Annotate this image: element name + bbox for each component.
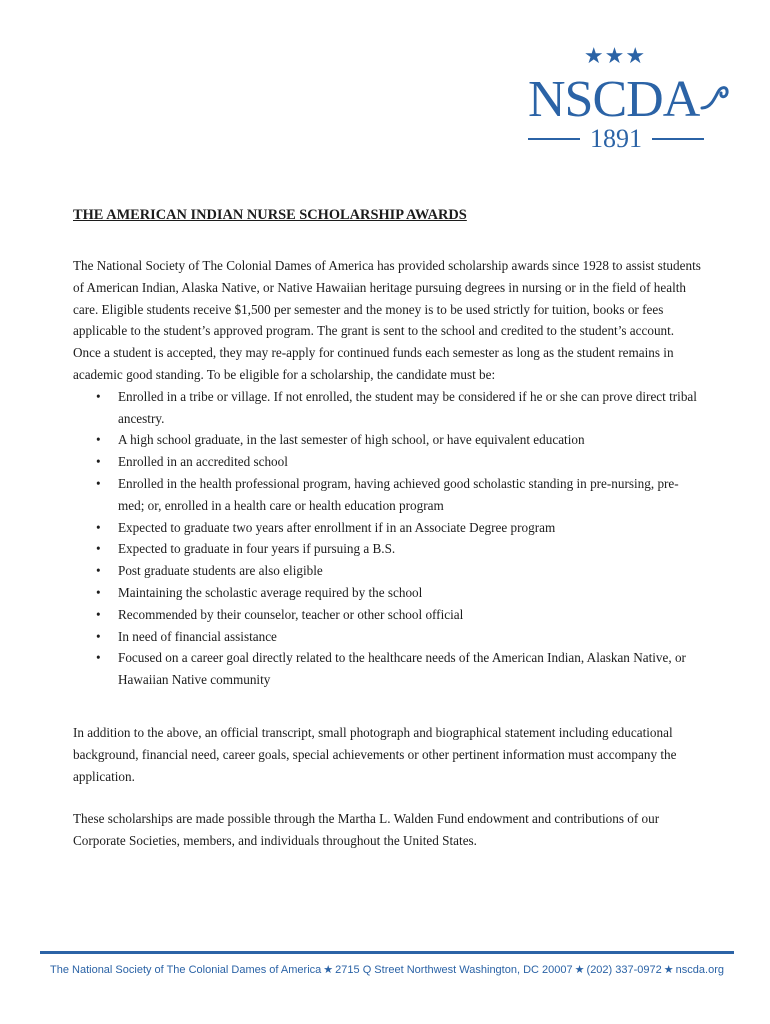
list-item-text: Enrolled in a tribe or village. If not enrolled, the student may be considered if he or she can prove direct tribal ancestry. (118, 388, 697, 426)
bullet-icon: • (96, 454, 101, 470)
list-item (73, 604, 703, 626)
list-item (73, 429, 703, 451)
bullet-icon: • (96, 475, 101, 491)
star-icon: ★ (574, 964, 585, 976)
bullet-icon: • (96, 519, 101, 535)
logo-year: 1891 (590, 124, 642, 153)
list-item-text: Recommended by their counselor, teacher or other school official (118, 606, 464, 622)
eligibility-list (73, 386, 703, 691)
bullet-icon: • (96, 541, 101, 557)
list-item-text: Expected to graduate in four years if pursuing a B.S. (118, 541, 396, 557)
bullet-icon: • (96, 650, 101, 666)
list-item (73, 451, 703, 473)
footer-divider (40, 951, 734, 954)
list-item (73, 626, 703, 648)
list-item (73, 386, 703, 430)
list-item-text: Enrolled in the health professional program, having achieved good scholastic standing in pre-nursing, pre-med; or, enrolled in a health care or health education program (118, 475, 679, 513)
document-title: THE AMERICAN INDIAN NURSE SCHOLARSHIP AWARDS (73, 207, 467, 223)
bullet-icon: • (96, 584, 101, 600)
logo-year-row (528, 124, 704, 154)
list-item-text: Enrolled in an accredited school (118, 454, 288, 470)
logo-stars-icon: ★★★ (583, 43, 647, 68)
logo-wordmark: NSCDA (528, 71, 700, 128)
document-body (73, 205, 703, 852)
nscda-logo (524, 44, 734, 164)
star-icon: ★ (663, 964, 674, 976)
funding-paragraph: These scholarships are made possible through the Martha L. Walden Fund endowment and contributions of our Corporate Societies, members, and individuals throughout the United States. (73, 811, 660, 849)
intro-paragraph: The National Society of The Colonial Dames of America has provided scholarship awards since 1928 to assist students of American Indian, Alaska Native, or Native Hawaiian heritage pursuing degrees in nursing or in the field of health care. Eligible students receive $1,500 per semester and the money is to be used strictly for tuition, books or fees applicable to the student’s approved program. The grant is sent to the school and credited to the student’s account. Once a student is accepted, they may re-apply for continued funds each semester as long as the student remains in academic good standing. To be eligible for a scholarship, the candidate must be: (73, 258, 701, 382)
bullet-icon: • (96, 388, 101, 404)
list-item (73, 560, 703, 582)
list-item (73, 582, 703, 604)
logo-rule-right (652, 138, 704, 140)
footer-phone: (202) 337-0972 (586, 964, 662, 976)
list-item-text: In need of financial assistance (118, 628, 277, 644)
list-item-text: Focused on a career goal directly related to the healthcare needs of the American Indian, Alaskan Native, or Hawaiian Native community (118, 650, 686, 688)
list-item (73, 538, 703, 560)
section-gap (73, 691, 703, 722)
bullet-icon: • (96, 563, 101, 579)
bullet-icon: • (96, 606, 101, 622)
list-item-text: Maintaining the scholastic average required by the school (118, 584, 423, 600)
list-item-text: Post graduate students are also eligible (118, 563, 323, 579)
requirements-paragraph: In addition to the above, an official transcript, small photograph and biographical statement including educational background, financial need, career goals, special achievements or other pertinent information must accompany the application. (73, 724, 677, 784)
footer-website: nscda.org (675, 964, 724, 976)
list-item-text: Expected to graduate two years after enrollment if in an Associate Degree program (118, 519, 556, 535)
star-icon: ★ (323, 964, 334, 976)
footer-address: 2715 Q Street Northwest Washington, DC 20007 (335, 964, 573, 976)
logo-rule-left (528, 138, 580, 140)
footer (40, 961, 734, 979)
list-item (73, 517, 703, 539)
list-item-text: A high school graduate, in the last semester of high school, or have equivalent education (118, 432, 585, 448)
list-item (73, 473, 703, 517)
list-item (73, 647, 703, 691)
bullet-icon: • (96, 432, 101, 448)
section-gap (73, 787, 703, 808)
logo-swash-icon (700, 78, 730, 118)
bullet-icon: • (96, 628, 101, 644)
footer-org-name: The National Society of The Colonial Dames of America (50, 964, 322, 976)
